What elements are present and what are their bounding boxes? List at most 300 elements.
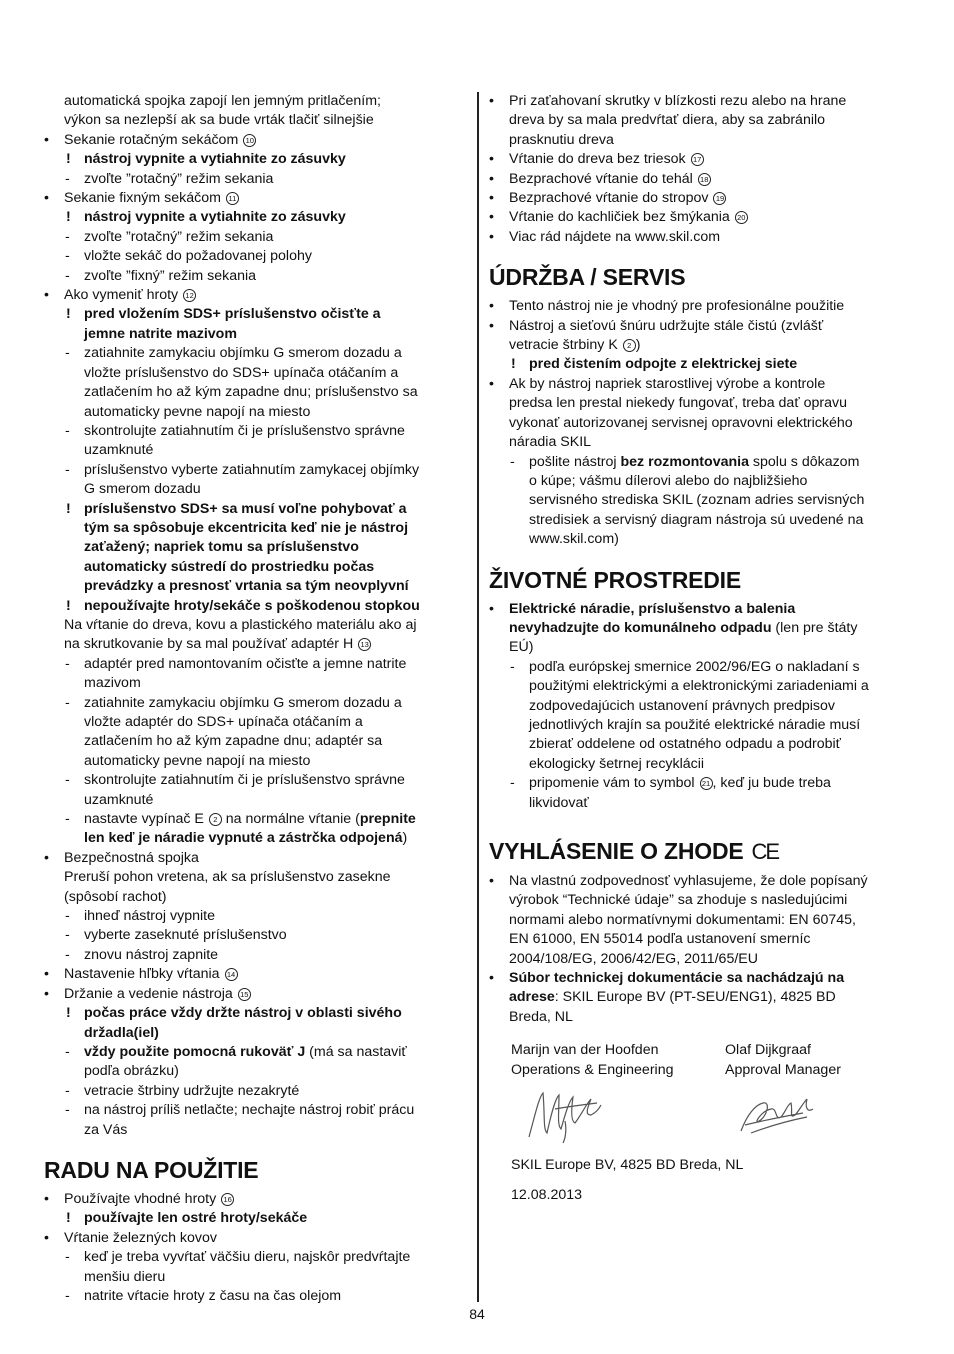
line-text: príslušenstvo SDS+ sa musí voľne pohybovať a [84,500,407,517]
line-text: natrite vŕtacie hroty z času na čas olejom [84,1287,342,1304]
warning-marker: ! [66,500,71,517]
text-line [489,472,914,491]
text-line [44,286,472,305]
line-text: vložte príslušenstvo do SDS+ upínača otáčaním a [84,364,399,381]
dash-marker: - [65,228,70,245]
signatory-left-role: Operations & Engineering [511,1061,674,1078]
line-tail: , keď ju bude treba [712,775,831,792]
line-text: adrese [509,989,555,1006]
line-text: podľa obrázku) [84,1063,179,1080]
text-line [44,965,472,984]
text-line [489,511,914,530]
dash-marker: - [510,453,515,470]
line-text: zodpovedajúcich ustanovení právnych predpisov [529,697,836,714]
line-text: normami alebo normatívnymi dokumentami: EN 60745, [509,911,856,928]
line-text: tým sa spôsobuje ekcentricita keď nie je nástroj [84,519,409,536]
text-line [44,325,472,344]
bullet-marker: • [489,873,494,889]
line-text: www.skil.com) [529,531,619,548]
line-text: dreva by sa mala predvŕtať diera, aby sa zabránilo [509,112,826,129]
signature-right-image [737,1091,817,1137]
line-text: náradia SKIL [509,434,592,451]
line-text: zvoľte ”rotačný” režim sekania [84,228,274,245]
bullet-marker: • [489,600,494,617]
text-line [44,946,472,965]
text-line [489,189,914,208]
line-bold-text: prepnite [359,811,416,828]
dash-marker: - [65,1082,70,1099]
dash-marker: - [65,908,70,925]
text-line [489,297,914,316]
text-line [489,930,914,949]
signatory-left [511,1041,673,1080]
text-line [489,872,914,891]
text-line [489,638,914,657]
text-line [44,150,472,169]
line-text: vetracie štrbiny K [509,337,618,354]
line-text: na skrutkovanie by sa mal používať adaptér H [64,636,354,653]
text-line [44,1004,472,1023]
line-text: vždy použite pomocná rukoväť J [84,1043,306,1060]
line-text: skontrolujte zatiahnutím či je príslušenstvo správne [84,772,405,789]
text-line [489,170,914,189]
bullet-marker: • [44,131,49,148]
line-tail: : SKIL Europe BV (PT-SEU/ENG1), 4825 BD [554,989,836,1006]
heading-declaration [489,837,914,866]
text-line [489,530,914,549]
line-text: vykonať autorizovanej servisnej opravovni elektrického [509,414,853,431]
figure-reference-number: 14 [225,968,238,981]
line-text: zatlačením ho až kým zapadne dnu; adaptér sa [84,733,383,750]
tips-list [489,92,914,247]
line-text: zatiahnite zamykaciu objímku G smerom dozadu a [84,694,402,711]
figure-reference-number: 21 [700,777,713,790]
text-line [44,635,472,654]
line-text: na nástroj príliš netlačte; nechajte nástroj robiť prácu [84,1102,415,1119]
text-line [489,208,914,227]
text-line [44,713,472,732]
line-text: adaptér pred namontovaním očisťte a jemne natrite [84,655,407,672]
line-text: uzamknuté [84,791,154,808]
figure-reference-number: 13 [358,638,371,651]
line-tail: (má sa nastaviť [305,1043,407,1060]
text-line [44,1190,472,1209]
line-text: vložte sekáč do požadovanej polohy [84,248,312,265]
text-line [44,422,472,441]
line-text: príslušenstvo vyberte zatiahnutím zamykacej objímky [84,461,420,478]
figure-reference-number: 15 [238,988,251,1001]
text-line [44,558,472,577]
text-line [44,247,472,266]
text-line [489,336,914,355]
dash-marker: - [65,694,70,711]
text-line [44,616,472,635]
text-line [489,600,914,619]
warning-marker: ! [66,1210,71,1227]
warning-marker: ! [66,597,71,614]
text-line [44,111,472,130]
figure-reference-number: 19 [713,192,726,205]
line-text: za Vás [84,1121,128,1138]
line-tail: (len pre štáty [771,619,858,636]
line-text: pošlite nástroj [529,453,621,470]
bullet-marker: • [489,151,494,168]
text-line [489,619,914,638]
signatory-right [725,1041,841,1080]
line-text: servisného strediska SKIL (zoznam adries servisných [529,492,865,509]
dash-marker: - [510,775,515,792]
left-column [44,92,472,1306]
text-line [489,92,914,111]
text-line [44,1082,472,1101]
line-text: menšiu dieru [84,1268,166,1285]
line-text: nepoužívajte hroty/sekáče s poškodenou stopkou [84,597,420,614]
text-line [44,888,472,907]
text-line [489,355,914,374]
text-line [44,1024,472,1043]
text-line [489,891,914,910]
text-line [44,1229,472,1248]
text-line [489,150,914,169]
text-line [44,267,472,286]
text-line [489,228,914,247]
line-text: nástroj vypnite a vytiahnite zo zásuvky [84,209,346,226]
service-list [489,297,914,549]
text-line [44,403,472,422]
text-line [44,655,472,674]
dash-marker: - [65,345,70,362]
heading-environment: ŽIVOTNÉ PROSTREDIE [489,566,741,593]
declaration-date: 12.08.2013 [511,1187,583,1204]
text-line [489,677,914,696]
line-text: držadla(iel) [84,1024,159,1041]
line-text: G smerom dozadu [84,481,201,498]
line-text-2: na normálne vŕtanie ( [221,811,360,828]
text-line [489,969,914,988]
line-text: Držanie a vedenie nástroja [64,985,233,1002]
dash-marker: - [65,1287,70,1304]
line-text: výrobok “Technické údaje” sa zhoduje s nasledujúcimi [509,892,848,909]
figure-reference-number: 18 [698,173,711,186]
line-text: EN 61000, EN 55014 podľa ustanovení smerníc [509,931,811,948]
text-line [489,988,914,1007]
dash-marker: - [65,1102,70,1119]
bullet-marker: • [44,1229,49,1246]
line-text: Sekanie fixným sekáčom [64,190,221,207]
left-list-2 [44,1190,472,1306]
line-text: Breda, NL [509,1008,573,1025]
line-text: vyberte zaseknuté príslušenstvo [84,927,287,944]
line-text: Sekanie rotačným sekáčom [64,131,239,148]
text-line [44,868,472,887]
text-line [44,92,472,111]
warning-marker: ! [66,151,71,168]
figure-reference-number: 20 [735,211,748,224]
text-line [44,441,472,460]
text-line [44,461,472,480]
text-line [489,317,914,336]
left-list-1 [44,92,472,1140]
line-text: podľa európskej smernice 2002/96/EG o nakladaní s [529,658,860,675]
line-text: prevádzky a presnosť vrtania sa tým neovplyvní [84,578,409,595]
text-line [489,375,914,394]
line-text: uzamknuté [84,442,154,459]
bullet-marker: • [489,317,494,334]
column-divider [477,92,479,1302]
line-text: jednotlivých krajín sa použité elektrické náradie musí [529,716,861,733]
warning-marker: ! [66,209,71,226]
line-text: Vŕtanie do kachličiek bez šmýkania [509,209,730,226]
line-text: EÚ) [509,639,534,656]
line-text: Ako vymeniť hroty [64,287,179,304]
line-text: automaticky pevne napojí na miesto [84,403,311,420]
figure-reference-number: 10 [243,134,256,147]
line-text: znovu nástroj zapnite [84,946,219,963]
line-text: ekologicky šetrnej recyklácii [529,755,705,772]
text-line [489,394,914,413]
text-line [44,500,472,519]
text-line [44,597,472,616]
text-line [489,794,914,813]
right-column [489,92,914,1211]
text-line [489,1008,914,1027]
text-line [44,791,472,810]
line-text: pred čistením odpojte z elektrickej siete [529,356,798,373]
text-line [44,674,472,693]
text-line [489,491,914,510]
line-text: pripomenie vám to symbol [529,775,695,792]
text-line [44,1062,472,1081]
text-line [44,577,472,596]
text-line [44,907,472,926]
dash-marker: - [65,170,70,187]
line-text: automaticky pevne napojí na miesto [84,752,311,769]
heading-service: ÚDRŽBA / SERVIS [489,264,686,291]
bullet-marker: • [489,170,494,187]
line-text: zatlačením ho až kým zapadne dnu; príslušenstvo sa [84,384,418,401]
text-line [44,364,472,383]
line-text: ihneď nástroj vypnite [84,908,215,925]
text-line [489,697,914,716]
text-line [44,732,472,751]
line-text: Tento nástroj nie je vhodný pre profesionálne použitie [509,298,845,315]
figure-reference-number: 12 [183,289,196,302]
bullet-marker: • [489,298,494,315]
line-text: zvoľte ”rotačný” režim sekania [84,170,274,187]
text-line [489,950,914,969]
text-line [44,538,472,557]
warning-marker: ! [66,1005,71,1022]
text-line [489,716,914,735]
line-text: zaťažený; napriek tomu sa príslušenstvo [84,539,359,556]
dash-marker: - [65,248,70,265]
text-line [44,849,472,868]
dash-marker: - [65,267,70,284]
bullet-marker: • [44,985,49,1002]
line-text: predsa len prestal niekedy fungovať, treba dať opravu [509,395,847,412]
line-text: Ak by nástroj napriek starostlivej výrobe a kontrole [509,375,826,392]
line-text: použitými elektrickými a elektronickými zariadeniami a [529,678,869,695]
line-text: Súbor technickej dokumentácie sa nachádzajú na [509,970,845,987]
dash-marker: - [65,946,70,963]
line-text: likvidovať [529,794,589,811]
text-line [489,433,914,452]
text-line [44,1248,472,1267]
text-line [489,131,914,150]
text-line [489,774,914,793]
text-line [44,1287,472,1306]
text-line [44,985,472,1004]
dash-marker: - [65,811,70,828]
signatory-right-name: Olaf Dijkgraaf [725,1042,811,1059]
dash-marker: - [65,1249,70,1266]
line-text: Nástroj a sieťovú šnúru udržujte stále čistú (zvlášť [509,317,824,334]
bullet-marker: • [44,849,49,866]
signature-left-image [525,1085,605,1145]
line-text: zvoľte ”fixný” režim sekania [84,267,257,284]
text-line [44,208,472,227]
dash-marker: - [65,927,70,944]
line-text: vložte adaptér do SDS+ upínača otáčaním a [84,714,363,730]
figure-reference-number: 2 [209,813,222,826]
line-text: Vŕtanie do dreva bez triesok [509,151,686,168]
text-line [44,1121,472,1140]
text-line [489,658,914,677]
text-line [489,911,914,930]
text-line [489,453,914,472]
line-text: počas práce vždy držte nástroj v oblasti sivého [84,1005,402,1022]
line-text: Elektrické náradie, príslušenstvo a balenia [509,600,796,617]
signatory-left-name: Marijn van der Hoofden [511,1042,659,1059]
bullet-marker: • [489,228,494,245]
bullet-marker: • [44,287,49,304]
dash-marker: - [510,658,515,675]
text-line [44,305,472,324]
page-number: 84 [469,1306,485,1322]
line-text: Vŕtanie železných kovov [64,1229,217,1246]
line-text: Bezpečnostná spojka [64,849,199,866]
line-text: automatická spojka zapojí len jemným pritlačením; [64,93,381,109]
dash-marker: - [65,461,70,478]
text-line [44,519,472,538]
text-line [44,694,472,713]
line-text: automaticky sústredí do prostriedku počas [84,558,375,575]
line-text: používajte len ostré hroty/sekáče [84,1210,308,1227]
text-line [44,344,472,363]
warning-marker: ! [511,356,516,373]
line-text: stredisiek a servisný diagram nástroja sú uvedené na [529,511,864,528]
dash-marker: - [65,422,70,439]
bullet-marker: • [44,190,49,207]
line-text: vetracie štrbiny udržujte nezakryté [84,1082,300,1099]
text-line [44,383,472,402]
dash-marker: - [65,772,70,789]
company-line: SKIL Europe BV, 4825 BD Breda, NL [511,1157,744,1174]
text-line [44,170,472,189]
line-text: zatiahnite zamykaciu objímku G smerom dozadu a [84,345,402,362]
text-line [44,228,472,247]
signature-block [489,1041,914,1211]
line-text: Používajte vhodné hroty [64,1190,217,1207]
line-text: jemne natrite mazivom [84,325,237,342]
text-line [44,1101,472,1120]
dash-marker: - [65,655,70,672]
text-line [44,771,472,790]
text-line [44,480,472,499]
figure-reference-number: 17 [691,153,704,166]
text-line [489,755,914,774]
text-line [44,810,472,829]
heading-usage: RADU NA POUŽITIE [44,1156,259,1183]
line-text: nastavte vypínač E [84,811,204,828]
ce-mark: CE [751,839,779,864]
line-tail: ) [402,830,408,847]
line-text: len keď je náradie vypnuté a zástrčka odpojená [84,830,403,847]
figure-reference-number: 2 [623,339,636,352]
line-text: zbierať oddelene od ostatného odpadu a podrobiť [529,736,841,753]
line-text: Preruší pohon vretena, ak sa príslušenstvo zasekne [64,869,391,886]
text-line [44,1268,472,1287]
bullet-marker: • [489,93,494,109]
figure-reference-number: 16 [221,1193,234,1206]
text-line [44,131,472,150]
text-line [489,735,914,754]
line-text: Viac rád nájdete na www.skil.com [509,228,721,245]
line-text: Bezprachové vŕtanie do tehál [509,170,693,187]
line-bold-text: bez rozmontovania [620,453,749,470]
line-text: skontrolujte zatiahnutím či je príslušenstvo správne [84,422,405,439]
line-text: Pri zaťahovaní skrutky v blízkosti rezu alebo na hrane [509,93,847,109]
text-line [489,111,914,130]
line-text: o kúpe; vášmu dílerovi alebo do najbližšieho [529,472,808,489]
line-text: prasknutiu dreva [509,131,614,148]
line-text: (spôsobí rachot) [64,888,167,905]
figure-reference-number: 11 [226,192,239,205]
bullet-marker: • [489,375,494,392]
text-line [489,414,914,433]
bullet-marker: • [44,966,49,983]
text-line [44,1209,472,1228]
line-text: Nastavenie hľbky vŕtania [64,966,220,983]
line-text: výkon sa nezlepší ak sa bude vrták tlačiť silnejšie [64,112,374,129]
line-text: 2004/108/EG, 2006/42/EG, 2011/65/EU [509,950,758,967]
text-line [44,926,472,945]
warning-marker: ! [66,306,71,323]
line-text: Na vŕtanie do dreva, kovu a plastického materiálu ako aj [64,616,417,633]
line-text: nástroj vypnite a vytiahnite zo zásuvky [84,151,346,168]
text-line [44,189,472,208]
dash-marker: - [65,1043,70,1060]
text-line [44,752,472,771]
heading-declaration-text: VYHLÁSENIE O ZHODE [489,838,744,864]
bullet-marker: • [489,970,494,987]
line-text: nevyhadzujte do komunálneho odpadu [509,619,772,636]
text-line [44,1043,472,1062]
line-text: mazivom [84,675,141,692]
bullet-marker: • [44,1190,49,1207]
declaration-list [489,872,914,1027]
environment-list [489,600,914,813]
bullet-marker: • [489,190,494,207]
line-tail: ) [635,337,641,354]
line-tail: spolu s dôkazom [748,453,860,470]
text-line [44,829,472,848]
signatory-right-role: Approval Manager [725,1061,841,1078]
bullet-marker: • [489,209,494,226]
line-text: keď je treba vyvŕtať väčšiu dieru, najskôr predvŕtajte [84,1249,411,1266]
line-text: pred vložením SDS+ príslušenstvo očisťte a [84,306,381,323]
line-text: Bezprachové vŕtanie do stropov [509,190,709,207]
